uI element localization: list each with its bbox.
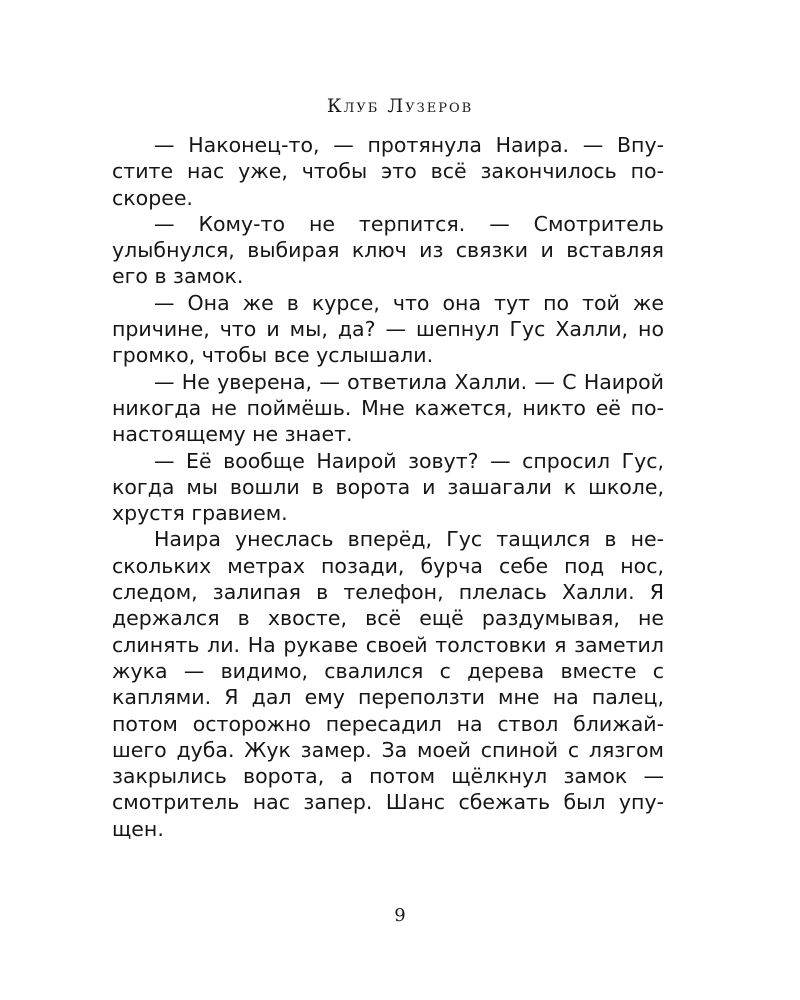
running-header-title: Клуб Лузеров xyxy=(326,95,474,117)
paragraph-6: Наира унеслась вперёд, Гус тащился в нескольких метрах позади, бурча себе под нос, следом, залипая в телефон, плелась Халли. Я держался в хвосте, всё ещё раздумывая, не слинять ли. На рукаве своей толстовки я заметил жука — видимо, свалился с дерева вместе с каплями. Я дал ему переползти мне на палец, потом осторожно пересадил на ствол ближайшего дуба. Жук замер. За моей спиной с лязгом закрылись ворота, а потом щёлкнул замок — смотритель нас запер. Шанс сбежать был упущен. xyxy=(112,527,664,841)
paragraph-3: — Она же в курсе, что она тут по той же причине, что и мы, да? — шепнул Гус Халли, но громко, чтобы все услышали. xyxy=(112,290,664,368)
page-number: 9 xyxy=(394,905,406,926)
paragraph-2: — Кому-то не терпится. — Смотритель улыбнулся, выбирая ключ из связки и вставляя его в замок. xyxy=(112,211,664,289)
paragraph-5: — Её вообще Наирой зовут? — спросил Гус, когда мы вошли в ворота и зашагали к школе, хрустя гравием. xyxy=(112,448,664,526)
paragraph-1: — Наконец-то, — протянула Наира. — Впустите нас уже, чтобы это всё закончилось поскорее. xyxy=(112,133,664,210)
body-text xyxy=(112,132,664,842)
paragraph-4: — Не уверена, — ответила Халли. — С Наирой никогда не поймёшь. Мне кажется, никто её по-настоящему не знает. xyxy=(112,369,664,447)
